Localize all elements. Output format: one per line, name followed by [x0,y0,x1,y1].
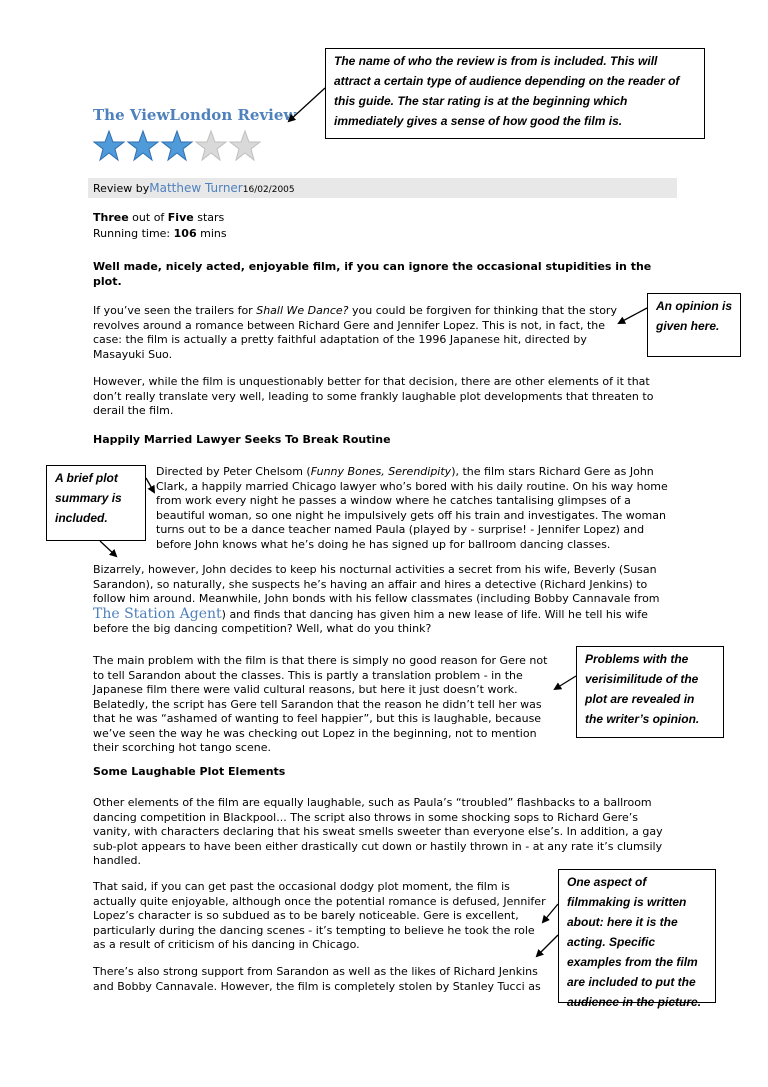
section-heading-2: Some Laughable Plot Elements [93,765,286,778]
arrow-4 [555,676,576,689]
rating-end: stars [193,211,225,224]
annotation-box-2: An opinion is given here. [647,293,741,357]
film-title-italic: Shall We Dance? [256,304,349,317]
review-title: The ViewLondon Review [93,106,297,124]
paragraph-5: The main problem with the film is that there is simply no good reason for Gere not to tell Sarandon about the classes. This is partly a translation problem - in the Japanese film there were valid cultural reasons, but here it just doesn’t work. Belatedly, the script has Gere tell Sarandon that the reason he didn’t tell her was that he was “ashamed of wanting to feel happier”, but this is laughable, because we’ve seen the way he was checking out Lopez in the beginning, not to mention their scorching hot tango scene. [93,654,548,754]
paragraph-7: That said, if you can get past the occasional dodgy plot moment, the film is actually quite enjoyable, although once the potential romance is defused, Jennifer Lopez’s character is so subdued as to be barely noticeable. Gere is excellent, particularly during the dancing scenes - it’s tempting to believe he took the role as a result of criticism of his dancing in Chicago. [93,880,546,951]
annotation-box-5: One aspect of filmmaking is written about: here it is the acting. Specific examples from the film are included to put the audience in the picture. [558,869,716,1003]
station-agent-link[interactable]: The Station Agent [93,605,222,622]
p1-text-a: If you’ve seen the trailers for [93,304,257,317]
rating-mid: out of [128,211,168,224]
paragraph-6: Other elements of the film are equally laughable, such as Paula’s “troubled” flashbacks to a ballroom dancing competition in Blackpool... The script also throws in some shocking sops to Richard Gere’s vanity, with characters declaring that his sweat smells sweeter than everyone else’s. In addition, a gay sub-plot appears to have been either drastically cut down or hastily thrown in - at any rate it’s clumsily handled. [93,796,663,867]
rating-max: Five [167,211,194,224]
p3-text-a: Directed by Peter Chelsom ( [156,465,311,478]
section-heading-1: Happily Married Lawyer Seeks To Break Routine [93,433,391,446]
p3-text-b: ), the film stars Richard Gere as John Clark, a happily married Chicago lawyer who’s bored with his daily routine. On his way home from work every night he passes a window where he catches tantalising glimpses of a beautiful woman, so one night he impulsively gets off his train and investigates. The woman turns out to be a dance teacher named Paula (played by - surprise! - Jennifer Lopez) and before John knows what he’s doing he has signed up for ballroom dancing classes. [156,465,668,551]
p1-text-b: you could be forgiven for thinking that the story revolves around a romance between Richard Gere and Jennifer Lopez. This is not, in fact, the case: the film is actually a pretty faithful adaptation of the 1996 Japanese hit, directed by Masayuki Suo. [93,304,617,361]
p4-text-b: ) and finds that dancing has given him a new lease of life. Will he tell his wife before the big dancing competition? Well, what do you think? [93,607,648,635]
paragraph-2: However, while the film is unquestionably better for that decision, there are other elements of it that don’t really translate very well, leading to some frankly laughable plot developments that threaten to derail the film. [93,375,654,417]
rating-number: Three [93,211,129,224]
arrow-3a [146,478,154,492]
runtime-value: 106 [173,227,197,240]
arrow-2 [619,308,647,323]
p4-text-a: Bizarrely, however, John decides to keep his nocturnal activities a secret from his wife, Beverly (Susan Sarandon), so naturally, she suspects he’s having an affair and hires a detective (Richard Jenkins) to follow him around. Meanwhile, John bonds with his fellow classmates (including Bobby Cannavale from [93,563,660,605]
annotation-box-4: Problems with the verisimilitude of the plot are revealed in the writer’s opinion. [576,646,724,738]
paragraph-8: There’s also strong support from Sarandon as well as the likes of Richard Jenkins and Bobby Cannavale. However, the film is completely stolen by Stanley Tucci as [93,965,541,993]
tagline: Well made, nicely acted, enjoyable film, if you can ignore the occasional stupidities in the plot. [93,260,652,288]
arrow-5b [537,935,558,956]
byline-label: Review by [93,182,150,195]
runtime-label: Running time: [93,227,174,240]
annotation-box-3: A brief plot summary is included. [46,465,146,541]
author-link[interactable]: Matthew Turner [149,181,243,195]
runtime-unit: mins [196,227,227,240]
arrow-1 [289,88,325,121]
films-italic: Funny Bones, Serendipity [310,465,452,478]
review-date: 16/02/2005 [242,185,295,195]
arrow-5a [543,904,558,922]
arrow-3b [100,541,116,556]
annotation-box-1: The name of who the review is from is included. This will attract a certain type of audience depending on the reader of this guide. The star rating is at the beginning which immediately gives a sense of how good the film is. [325,48,705,139]
